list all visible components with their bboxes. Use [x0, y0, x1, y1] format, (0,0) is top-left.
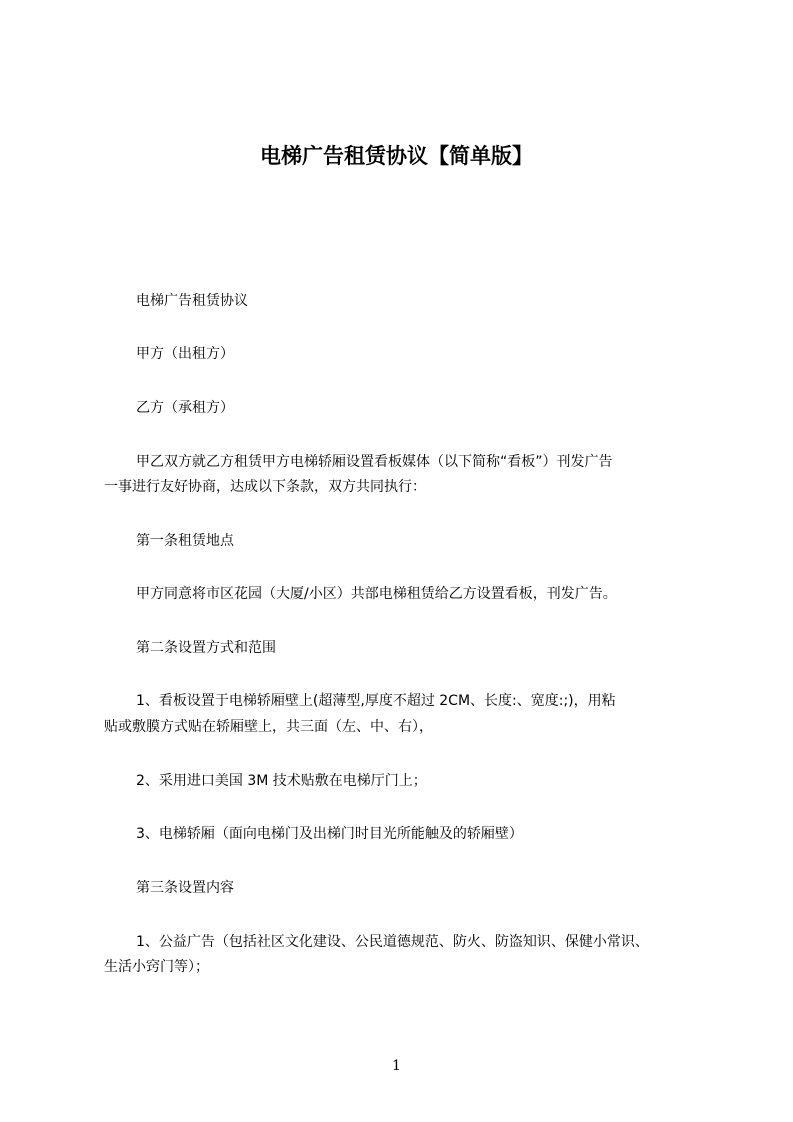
page-number: 1	[392, 1058, 401, 1074]
article-2-item-3: 3、电梯轿厢（面向电梯门及出梯门时目光所能触及的轿厢壁）	[136, 826, 523, 842]
article-3-heading: 第三条设置内容	[136, 880, 234, 896]
document-title: 电梯广告租赁协议【简单版】	[260, 144, 533, 168]
party-b-line: 乙方（承租方）	[136, 400, 234, 416]
article-3-item-1-line-1: 1、公益广告（包括社区文化建设、公民道德规范、防火、防盗知识、保健小常识、	[136, 934, 649, 950]
intro-paragraph-line-1: 甲乙双方就乙方租赁甲方电梯轿厢设置看板媒体（以下简称“看板”）刊发广告	[136, 454, 613, 470]
party-a-line: 甲方（出租方）	[136, 346, 234, 362]
intro-paragraph-line-2: 一事进行友好协商，达成以下条款，双方共同执行：	[104, 479, 426, 495]
article-2-item-1-line-1: 1、看板设置于电梯轿厢壁上(超薄型,厚度不超过 2CM、长度:、宽度:;)，用粘	[136, 693, 616, 709]
article-3-item-1-line-2: 生活小窍门等）；	[104, 959, 209, 975]
article-1-heading: 第一条租赁地点	[136, 533, 234, 549]
article-2-heading: 第二条设置方式和范围	[136, 640, 276, 656]
article-1-text: 甲方同意将市区花园（大厦/小区）共部电梯租赁给乙方设置看板，刊发广告。	[136, 586, 617, 602]
article-2-item-1-line-2: 贴或敷膜方式贴在轿厢壁上，共三面（左、中、右），	[104, 719, 433, 735]
article-2-item-2: 2、采用进口美国 3M 技术贴敷在电梯厅门上；	[136, 773, 427, 789]
paragraph-heading: 电梯广告租赁协议	[136, 293, 248, 309]
